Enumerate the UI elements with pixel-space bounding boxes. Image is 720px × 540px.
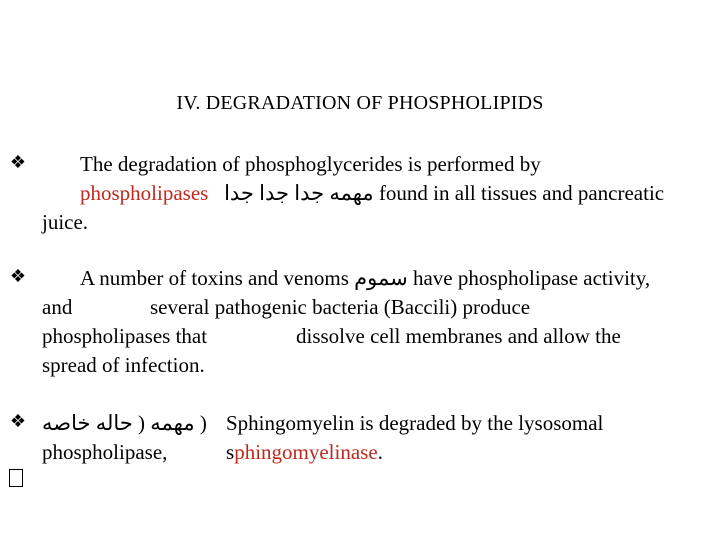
bullet-2-line-1a: A number of toxins and venoms	[80, 266, 349, 290]
sentence-period: .	[377, 440, 383, 464]
arabic-note: مهمه جدا جدا جدا	[224, 181, 374, 205]
bullet-2-line-1	[80, 264, 650, 293]
sphingomyelinase-prefix: s	[226, 440, 235, 464]
empty-box-icon	[9, 469, 23, 487]
sphingomyelinase-term: phingomyelinase	[234, 440, 378, 464]
diamond-bullet-icon: ❖	[9, 411, 27, 431]
slide-title: IV. DEGRADATION OF PHOSPHOLIPIDS	[176, 92, 544, 114]
phospholipases-term: phospholipases	[80, 181, 209, 205]
arabic-note: سموم	[354, 266, 408, 290]
bullet-1-line-3: juice.	[42, 210, 89, 234]
bullet-3-line-1: Sphingomyelin is degraded by the lysosomal	[226, 411, 604, 435]
bullet-3-line-2a: phospholipase,	[42, 440, 168, 464]
bullet-2-line-4: spread of infection.	[42, 353, 205, 377]
arabic-note: ( مهمه ( حاله خاصه	[42, 411, 207, 435]
bullet-1-line-2	[80, 179, 664, 208]
bullet-2-line-2a: and	[42, 295, 73, 319]
bullet-1-line-2-rest: found in all tissues and pancreatic	[378, 181, 665, 205]
bullet-1	[0, 150, 720, 240]
bullet-2-line-2b: several pathogenic bacteria (Baccili) produce	[150, 295, 531, 319]
diamond-bullet-icon: ❖	[9, 152, 27, 172]
bullet-1-line-1: The degradation of phosphoglycerides is performed by	[80, 152, 541, 176]
bullet-2	[0, 264, 720, 384]
bullet-2-line-3b: dissolve cell membranes and allow the	[296, 324, 621, 348]
bullet-3	[0, 409, 720, 469]
bullet-3-line-2b	[226, 438, 383, 467]
bullet-2-line-1b: have phospholipase activity,	[412, 266, 651, 290]
diamond-bullet-icon: ❖	[9, 266, 27, 286]
bullet-2-line-3a: phospholipases that	[42, 324, 208, 348]
